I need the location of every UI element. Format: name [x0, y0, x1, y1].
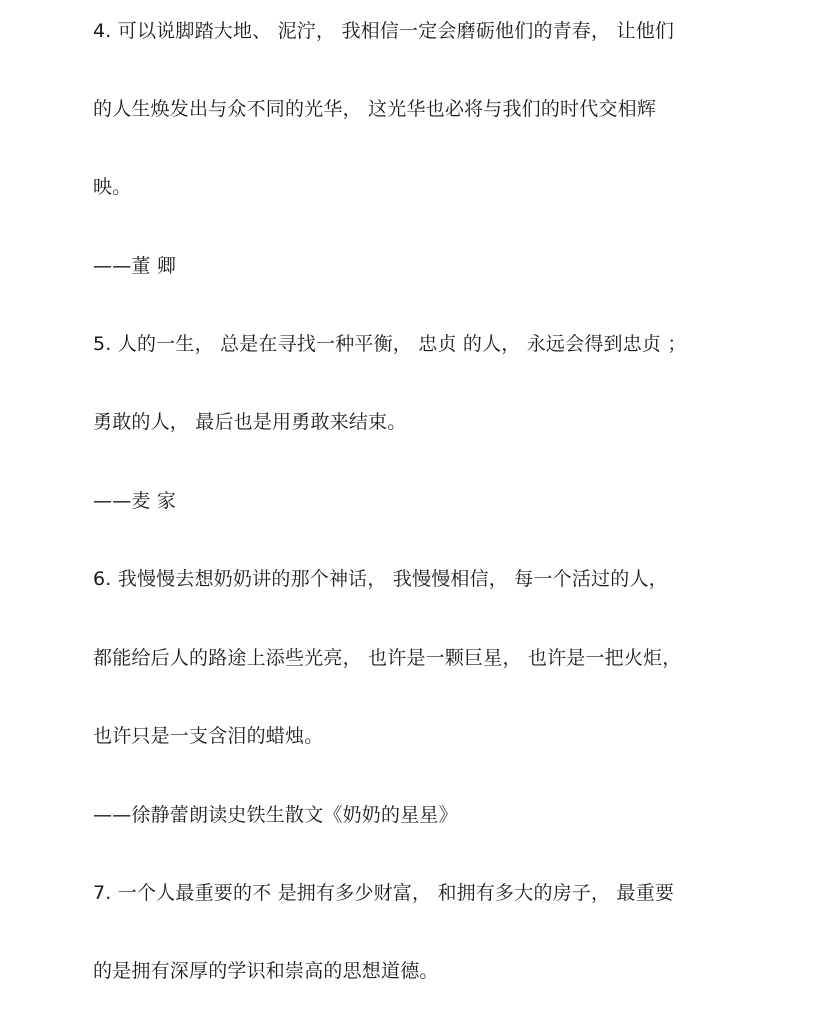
- quote-4-line-1: 4. 可以说脚踏大地、 泥泞， 我相信一定会磨砺他们的青春， 让他们: [93, 20, 675, 42]
- quote-5-line-2: 勇敢的人， 最后也是用勇敢来结束。: [93, 411, 407, 433]
- quote-5-line-1: 5. 人的一生， 总是在寻找一种平衡， 忠贞 的人， 永远会得到忠贞 ；: [93, 333, 687, 355]
- quote-7-line-1: 7. 一个人最重要的不 是拥有多少财富， 和拥有多大的房子， 最重要: [93, 882, 675, 904]
- quote-5-attribution: ——麦 家: [93, 490, 177, 512]
- quote-4-line-3: 映。: [93, 176, 132, 198]
- quote-4-line-2: 的人生焕发出与众不同的光华， 这光华也必将与我们的时代交相辉: [93, 98, 657, 120]
- quote-6-line-1: 6. 我慢慢去想奶奶讲的那个神话， 我慢慢相信， 每一个活过的人，: [93, 568, 668, 590]
- quote-7-line-2: 的是拥有深厚的学识和崇高的思想道德。: [93, 960, 439, 982]
- quote-6-attribution: ——徐静蕾朗读史铁生散文《奶奶的星星》: [93, 804, 458, 826]
- quote-6-line-3: 也许只是一支含泪的蜡烛。: [93, 725, 324, 747]
- quote-6-line-2: 都能给后人的路途上添些光亮， 也许是一颗巨星， 也许是一把火炬，: [93, 647, 682, 669]
- quote-4-attribution: ——董 卿: [93, 255, 177, 277]
